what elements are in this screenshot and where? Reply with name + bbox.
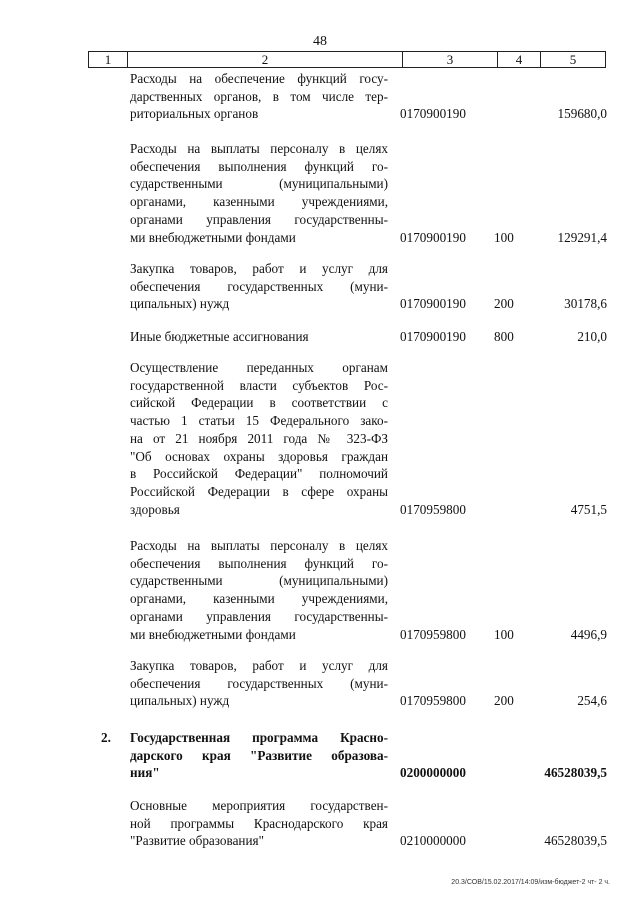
description-line: на от 21 ноября 2011 года № 323-ФЗ (130, 430, 388, 446)
row-description (130, 797, 388, 850)
description-line: Закупка товаров, работ и услуг для (130, 261, 388, 276)
description-line: обеспечения государственных (муни- (130, 278, 388, 294)
row-amount: 210,0 (577, 329, 607, 344)
description-line: дарственных органов, в том числе тер- (130, 88, 388, 104)
description-line: ной программы Краснодарского края (130, 815, 388, 831)
header-col-4: 4 (498, 52, 541, 67)
header-col-2: 2 (128, 52, 403, 67)
row-amount: 254,6 (577, 693, 607, 709)
description-line: органами управления государственны- (130, 608, 388, 624)
row-amount: 46528039,5 (544, 833, 607, 849)
row-description (130, 359, 388, 518)
row-code: 0200000000 (400, 765, 466, 781)
description-line: ми внебюджетными фондами (130, 229, 296, 245)
description-line: риториальных органов (130, 106, 259, 122)
row-amount: 4496,9 (570, 626, 607, 642)
description-line: "Об основах охраны здоровья граждан (130, 448, 388, 464)
description-line: Расходы на обеспечение функций госу- (130, 71, 388, 86)
description-line: Государственная программа Красно- (130, 730, 388, 745)
row-amount: 129291,4 (557, 229, 607, 245)
row-expense-type: 800 (494, 329, 514, 344)
description-line: сударственными (муниципальными) (130, 573, 388, 589)
row-expense-type: 100 (494, 626, 514, 642)
description-line: Расходы на выплаты персоналу в целях (130, 141, 388, 156)
table-header (88, 51, 606, 68)
row-code: 0170959800 (400, 626, 466, 642)
row-amount: 46528039,5 (544, 765, 607, 781)
row-description (130, 328, 388, 346)
row-code: 0210000000 (400, 833, 466, 849)
header-col-1: 1 (89, 52, 128, 67)
row-description (130, 260, 388, 313)
header-col-5: 5 (569, 52, 577, 67)
header-col-3: 3 (403, 52, 498, 67)
description-line: Расходы на выплаты персоналу в целях (130, 538, 388, 553)
row-description (130, 537, 388, 643)
row-code: 0170959800 (400, 693, 466, 709)
description-line: органами, казенными учреждениями, (130, 194, 388, 210)
description-line: здоровья (130, 501, 180, 517)
row-description (130, 729, 388, 782)
description-line: сударственными (муниципальными) (130, 176, 388, 192)
description-line: ципальных) нужд (130, 296, 230, 312)
description-line: "Развитие образования" (130, 833, 264, 849)
description-line: в Российской Федерации" полномочий (130, 466, 388, 482)
row-code: 0170900190 (400, 106, 466, 122)
description-line: Закупка товаров, работ и услуг для (130, 658, 388, 673)
row-amount: 159680,0 (557, 106, 607, 122)
row-amount: 4751,5 (570, 501, 607, 517)
description-line: ми внебюджетными фондами (130, 626, 296, 642)
footer-code: 20.3/СОВ/15.02.2017/14:09/изм-бюджет-2 чт- 2 ч. (451, 879, 610, 886)
description-line: обеспечения выполнения функций го- (130, 158, 388, 174)
description-line: сийской Федерации в соответствии с (130, 395, 388, 411)
row-description (130, 657, 388, 710)
description-line: органами управления государственны- (130, 211, 388, 227)
row-expense-type: 200 (494, 296, 514, 312)
row-description (130, 140, 388, 246)
row-description (130, 70, 388, 123)
row-code: 0170900190 (400, 329, 466, 344)
description-line: органами, казенными учреждениями, (130, 591, 388, 607)
row-code: 0170900190 (400, 296, 466, 312)
description-line: Осуществление переданных органам (130, 360, 388, 375)
description-line: государственной власти субъектов Рос- (130, 377, 388, 393)
description-line: ципальных) нужд (130, 693, 230, 709)
row-amount: 30178,6 (564, 296, 607, 312)
description-line: Российской Федерации в сфере охраны (130, 483, 388, 499)
page-number: 48 (313, 34, 327, 49)
description-line: дарского края "Развитие образова- (130, 747, 388, 763)
row-code: 0170900190 (400, 229, 466, 245)
description-line: ния" (130, 765, 160, 781)
row-expense-type: 200 (494, 693, 514, 709)
description-line: обеспечения выполнения функций го- (130, 555, 388, 571)
description-line: Основные мероприятия государствен- (130, 798, 388, 813)
row-expense-type: 100 (494, 229, 514, 245)
description-line: обеспечения государственных (муни- (130, 675, 388, 691)
row-code: 0170959800 (400, 501, 466, 517)
description-line: частью 1 статьи 15 Федерального зако- (130, 413, 388, 429)
description-line: Иные бюджетные ассигнования (130, 329, 309, 344)
row-number: 2. (101, 730, 111, 745)
